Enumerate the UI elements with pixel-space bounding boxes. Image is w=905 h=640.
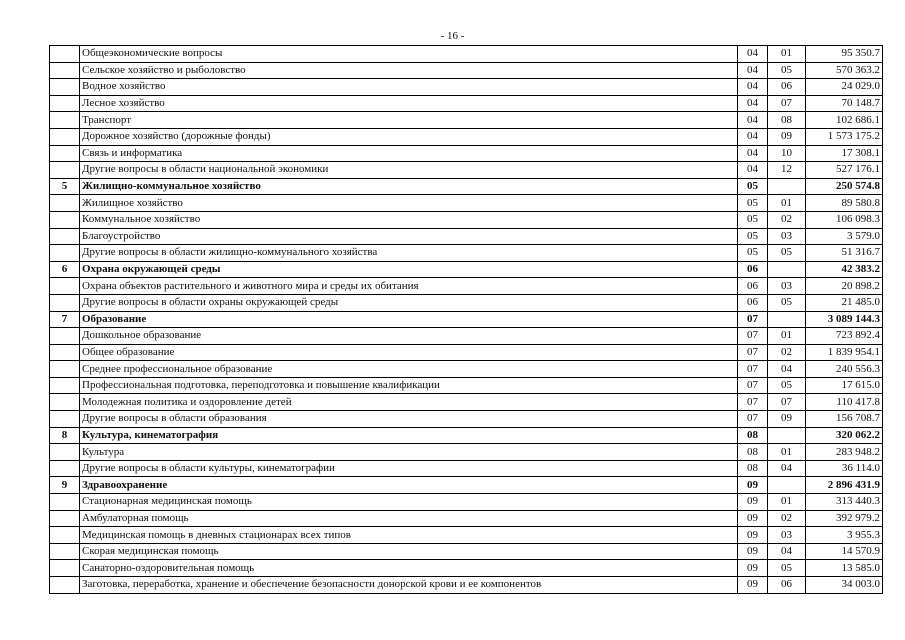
row-number-cell — [50, 46, 80, 63]
table-row — [50, 245, 883, 262]
table-row — [50, 128, 883, 145]
section-code-cell: 08 — [738, 460, 768, 477]
expense-name-cell: Культура, кинематография — [80, 427, 738, 444]
section-code-cell: 05 — [738, 178, 768, 195]
expense-name-cell: Медицинская помощь в дневных стационарах всех типов — [80, 527, 738, 544]
subsection-code-cell: 01 — [768, 494, 806, 511]
subsection-code-cell: 03 — [768, 527, 806, 544]
table-row-section-total — [50, 178, 883, 195]
subsection-code-cell: 05 — [768, 377, 806, 394]
table-row — [50, 112, 883, 129]
section-code-cell: 04 — [738, 112, 768, 129]
table-row — [50, 460, 883, 477]
section-code-cell: 07 — [738, 377, 768, 394]
section-code-cell: 07 — [738, 411, 768, 428]
page-number: - 16 - — [440, 30, 465, 42]
amount-cell: 17 615.0 — [806, 377, 883, 394]
section-code-cell: 08 — [738, 444, 768, 461]
row-number-cell: 7 — [50, 311, 80, 328]
section-code-cell: 09 — [738, 577, 768, 594]
expense-name-cell: Образование — [80, 311, 738, 328]
subsection-code-cell: 03 — [768, 278, 806, 295]
table-row-section-total — [50, 427, 883, 444]
row-number-cell — [50, 411, 80, 428]
subsection-code-cell: 04 — [768, 361, 806, 378]
expense-name-cell: Другие вопросы в области жилищно-коммунального хозяйства — [80, 245, 738, 262]
expense-name-cell: Другие вопросы в области культуры, кинематографии — [80, 460, 738, 477]
amount-cell: 102 686.1 — [806, 112, 883, 129]
section-code-cell: 09 — [738, 527, 768, 544]
budget-table-body — [50, 46, 883, 594]
amount-cell: 110 417.8 — [806, 394, 883, 411]
subsection-code-cell: 12 — [768, 162, 806, 179]
row-number-cell — [50, 211, 80, 228]
subsection-code-cell: 03 — [768, 228, 806, 245]
table-row — [50, 560, 883, 577]
subsection-code-cell: 04 — [768, 460, 806, 477]
section-code-cell: 09 — [738, 510, 768, 527]
row-number-cell — [50, 294, 80, 311]
table-row — [50, 361, 883, 378]
amount-cell: 3 089 144.3 — [806, 311, 883, 328]
expense-name-cell: Скорая медицинская помощь — [80, 543, 738, 560]
row-number-cell — [50, 344, 80, 361]
row-number-cell — [50, 527, 80, 544]
amount-cell: 21 485.0 — [806, 294, 883, 311]
expense-name-cell: Санаторно-оздоровительная помощь — [80, 560, 738, 577]
amount-cell: 240 556.3 — [806, 361, 883, 378]
amount-cell: 313 440.3 — [806, 494, 883, 511]
expense-name-cell: Лесное хозяйство — [80, 95, 738, 112]
expense-name-cell: Благоустройство — [80, 228, 738, 245]
subsection-code-cell: 01 — [768, 444, 806, 461]
subsection-code-cell: 05 — [768, 245, 806, 262]
amount-cell: 70 148.7 — [806, 95, 883, 112]
amount-cell: 156 708.7 — [806, 411, 883, 428]
amount-cell: 723 892.4 — [806, 328, 883, 345]
section-code-cell: 06 — [738, 294, 768, 311]
section-code-cell: 04 — [738, 128, 768, 145]
expense-name-cell: Дорожное хозяйство (дорожные фонды) — [80, 128, 738, 145]
row-number-cell — [50, 128, 80, 145]
table-row — [50, 145, 883, 162]
section-code-cell: 07 — [738, 361, 768, 378]
table-row — [50, 527, 883, 544]
table-row — [50, 278, 883, 295]
expense-name-cell: Молодежная политика и оздоровление детей — [80, 394, 738, 411]
row-number-cell — [50, 195, 80, 212]
section-code-cell: 04 — [738, 79, 768, 96]
table-row — [50, 494, 883, 511]
row-number-cell — [50, 361, 80, 378]
amount-cell: 250 574.8 — [806, 178, 883, 195]
amount-cell: 34 003.0 — [806, 577, 883, 594]
expense-name-cell: Другие вопросы в области образования — [80, 411, 738, 428]
amount-cell: 527 176.1 — [806, 162, 883, 179]
table-row — [50, 444, 883, 461]
subsection-code-cell: 07 — [768, 394, 806, 411]
table-row — [50, 510, 883, 527]
amount-cell: 1 839 954.1 — [806, 344, 883, 361]
subsection-code-cell — [768, 427, 806, 444]
section-code-cell: 06 — [738, 261, 768, 278]
amount-cell: 3 955.3 — [806, 527, 883, 544]
table-row — [50, 394, 883, 411]
amount-cell: 283 948.2 — [806, 444, 883, 461]
table-row — [50, 162, 883, 179]
section-code-cell: 05 — [738, 211, 768, 228]
row-number-cell — [50, 62, 80, 79]
table-row — [50, 195, 883, 212]
expense-name-cell: Охрана объектов растительного и животного мира и среды их обитания — [80, 278, 738, 295]
expense-name-cell: Общее образование — [80, 344, 738, 361]
subsection-code-cell — [768, 477, 806, 494]
expense-name-cell: Транспорт — [80, 112, 738, 129]
subsection-code-cell: 01 — [768, 195, 806, 212]
subsection-code-cell: 01 — [768, 328, 806, 345]
row-number-cell — [50, 560, 80, 577]
expense-name-cell: Коммунальное хозяйство — [80, 211, 738, 228]
table-row — [50, 62, 883, 79]
row-number-cell — [50, 112, 80, 129]
row-number-cell — [50, 278, 80, 295]
section-code-cell: 05 — [738, 228, 768, 245]
table-row-section-total — [50, 477, 883, 494]
expense-name-cell: Заготовка, переработка, хранение и обеспечение безопасности донорской крови и ее компонентов — [80, 577, 738, 594]
expense-name-cell: Охрана окружающей среды — [80, 261, 738, 278]
row-number-cell — [50, 577, 80, 594]
expense-name-cell: Профессиональная подготовка, переподготовка и повышение квалификации — [80, 377, 738, 394]
subsection-code-cell: 05 — [768, 294, 806, 311]
subsection-code-cell: 01 — [768, 46, 806, 63]
amount-cell: 17 308.1 — [806, 145, 883, 162]
amount-cell: 95 350.7 — [806, 46, 883, 63]
amount-cell: 1 573 175.2 — [806, 128, 883, 145]
table-row — [50, 294, 883, 311]
expense-name-cell: Здравоохранение — [80, 477, 738, 494]
row-number-cell — [50, 494, 80, 511]
subsection-code-cell: 07 — [768, 95, 806, 112]
row-number-cell — [50, 79, 80, 96]
subsection-code-cell: 05 — [768, 560, 806, 577]
amount-cell: 320 062.2 — [806, 427, 883, 444]
section-code-cell: 09 — [738, 543, 768, 560]
row-number-cell — [50, 245, 80, 262]
section-code-cell: 07 — [738, 394, 768, 411]
expense-name-cell: Стационарная медицинская помощь — [80, 494, 738, 511]
amount-cell: 13 585.0 — [806, 560, 883, 577]
row-number-cell — [50, 145, 80, 162]
table-row-section-total — [50, 261, 883, 278]
expense-name-cell: Другие вопросы в области национальной экономики — [80, 162, 738, 179]
table-row-section-total — [50, 311, 883, 328]
section-code-cell: 04 — [738, 46, 768, 63]
row-number-cell — [50, 394, 80, 411]
section-code-cell: 07 — [738, 311, 768, 328]
table-row — [50, 211, 883, 228]
section-code-cell: 04 — [738, 145, 768, 162]
subsection-code-cell: 08 — [768, 112, 806, 129]
expense-name-cell: Связь и информатика — [80, 145, 738, 162]
expense-name-cell: Дошкольное образование — [80, 328, 738, 345]
expense-name-cell: Другие вопросы в области охраны окружающей среды — [80, 294, 738, 311]
subsection-code-cell: 09 — [768, 128, 806, 145]
row-number-cell: 8 — [50, 427, 80, 444]
row-number-cell — [50, 95, 80, 112]
table-row — [50, 79, 883, 96]
row-number-cell — [50, 377, 80, 394]
amount-cell: 20 898.2 — [806, 278, 883, 295]
expense-name-cell: Жилищно-коммунальное хозяйство — [80, 178, 738, 195]
row-number-cell — [50, 162, 80, 179]
expense-name-cell: Водное хозяйство — [80, 79, 738, 96]
amount-cell: 106 098.3 — [806, 211, 883, 228]
row-number-cell: 6 — [50, 261, 80, 278]
row-number-cell: 5 — [50, 178, 80, 195]
subsection-code-cell — [768, 311, 806, 328]
amount-cell: 570 363.2 — [806, 62, 883, 79]
section-code-cell: 08 — [738, 427, 768, 444]
subsection-code-cell: 10 — [768, 145, 806, 162]
amount-cell: 3 579.0 — [806, 228, 883, 245]
section-code-cell: 05 — [738, 245, 768, 262]
table-row — [50, 46, 883, 63]
row-number-cell: 9 — [50, 477, 80, 494]
table-row — [50, 577, 883, 594]
row-number-cell — [50, 444, 80, 461]
expense-name-cell: Среднее профессиональное образование — [80, 361, 738, 378]
subsection-code-cell: 02 — [768, 211, 806, 228]
table-row — [50, 328, 883, 345]
budget-table — [49, 45, 883, 594]
row-number-cell — [50, 543, 80, 560]
table-row — [50, 228, 883, 245]
table-row — [50, 411, 883, 428]
amount-cell: 392 979.2 — [806, 510, 883, 527]
subsection-code-cell: 06 — [768, 577, 806, 594]
row-number-cell — [50, 228, 80, 245]
amount-cell: 36 114.0 — [806, 460, 883, 477]
amount-cell: 42 383.2 — [806, 261, 883, 278]
amount-cell: 2 896 431.9 — [806, 477, 883, 494]
subsection-code-cell: 04 — [768, 543, 806, 560]
subsection-code-cell — [768, 261, 806, 278]
section-code-cell: 07 — [738, 328, 768, 345]
section-code-cell: 04 — [738, 162, 768, 179]
expense-name-cell: Культура — [80, 444, 738, 461]
table-row — [50, 377, 883, 394]
table-row — [50, 543, 883, 560]
subsection-code-cell — [768, 178, 806, 195]
expense-name-cell: Амбулаторная помощь — [80, 510, 738, 527]
expense-name-cell: Сельское хозяйство и рыболовство — [80, 62, 738, 79]
section-code-cell: 06 — [738, 278, 768, 295]
row-number-cell — [50, 510, 80, 527]
table-row — [50, 344, 883, 361]
row-number-cell — [50, 328, 80, 345]
table-row — [50, 95, 883, 112]
section-code-cell: 05 — [738, 195, 768, 212]
section-code-cell: 04 — [738, 95, 768, 112]
section-code-cell: 09 — [738, 560, 768, 577]
section-code-cell: 09 — [738, 494, 768, 511]
section-code-cell: 04 — [738, 62, 768, 79]
subsection-code-cell: 09 — [768, 411, 806, 428]
expense-name-cell: Жилищное хозяйство — [80, 195, 738, 212]
subsection-code-cell: 05 — [768, 62, 806, 79]
amount-cell: 14 570.9 — [806, 543, 883, 560]
section-code-cell: 09 — [738, 477, 768, 494]
amount-cell: 51 316.7 — [806, 245, 883, 262]
amount-cell: 24 029.0 — [806, 79, 883, 96]
section-code-cell: 07 — [738, 344, 768, 361]
amount-cell: 89 580.8 — [806, 195, 883, 212]
expense-name-cell: Общеэкономические вопросы — [80, 46, 738, 63]
subsection-code-cell: 06 — [768, 79, 806, 96]
subsection-code-cell: 02 — [768, 344, 806, 361]
subsection-code-cell: 02 — [768, 510, 806, 527]
row-number-cell — [50, 460, 80, 477]
